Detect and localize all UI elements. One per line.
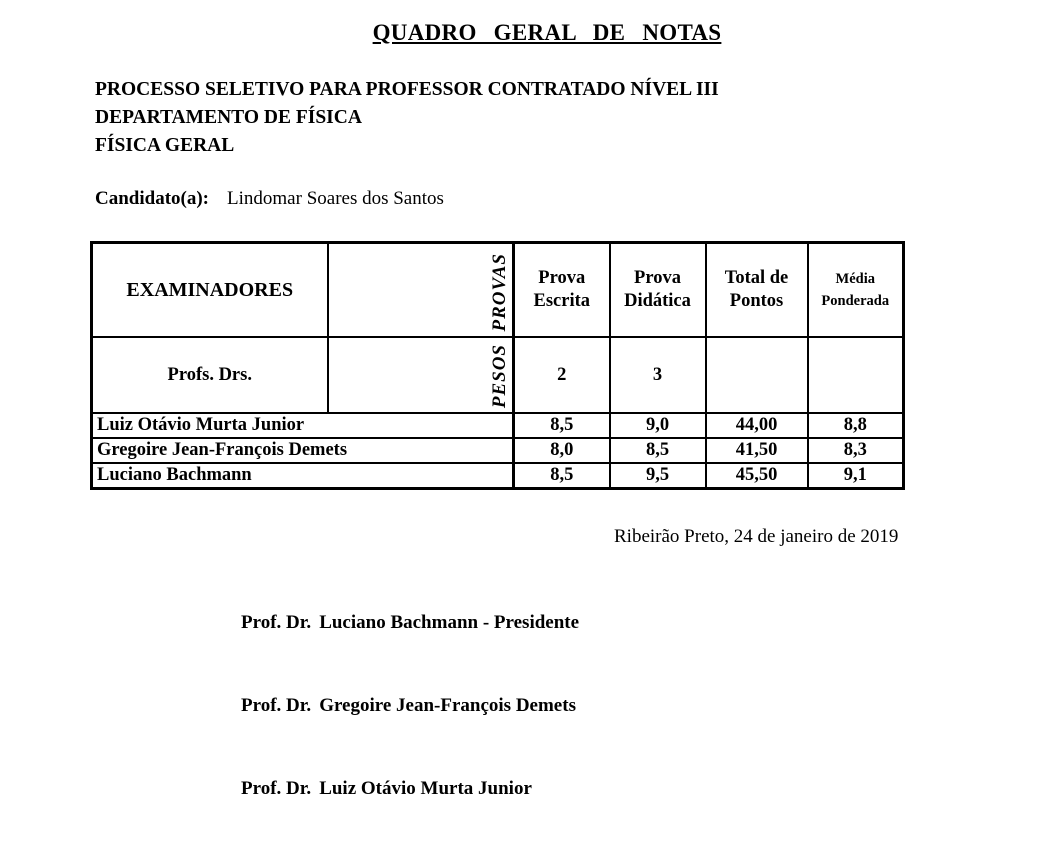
grade-didatica: 8,5 [610, 438, 706, 463]
weight-media [808, 337, 904, 413]
grade-didatica: 9,5 [610, 463, 706, 489]
col-header-total-line1: Total de [724, 268, 789, 288]
grade-media: 8,8 [808, 413, 904, 438]
signature-line [241, 778, 532, 800]
place-date: Ribeirão Preto, 24 de janeiro de 2019 [614, 526, 899, 547]
header-block [95, 76, 719, 160]
grade-total: 45,50 [706, 463, 808, 489]
document-title: QUADRO GERAL DE NOTAS [372, 20, 722, 45]
col-header-media-line2: Ponderada [821, 293, 890, 309]
header-line-department: DEPARTAMENTO DE FÍSICA [95, 107, 362, 128]
signature-title: Prof. Dr. [241, 778, 312, 799]
col-header-escrita [514, 243, 610, 338]
candidate-line [95, 188, 444, 210]
grade-media: 8,3 [808, 438, 904, 463]
header-line-process: PROCESSO SELETIVO PARA PROFESSOR CONTRATADO NÍVEL III [95, 79, 719, 100]
table-row [92, 413, 904, 438]
col-header-escrita-line2: Escrita [533, 291, 590, 311]
col-header-didatica [610, 243, 706, 338]
signature-name: Luciano Bachmann - Presidente [319, 612, 580, 633]
examiner-name: Gregoire Jean-François Demets [92, 438, 514, 463]
grade-total: 41,50 [706, 438, 808, 463]
col-header-total [706, 243, 808, 338]
signature-name: Luiz Otávio Murta Junior [319, 778, 532, 799]
pesos-label-cell [490, 337, 514, 413]
table-row [92, 463, 904, 489]
signature-line [241, 695, 576, 717]
table-header-row [92, 243, 904, 338]
grade-media: 9,1 [808, 463, 904, 489]
grade-escrita: 8,5 [514, 463, 610, 489]
weights-blank-cell [328, 337, 490, 413]
weight-didatica: 3 [610, 337, 706, 413]
header-line-area: FÍSICA GERAL [95, 135, 235, 156]
signature-line [241, 612, 579, 634]
col-header-total-line2: Pontos [729, 291, 784, 311]
col-header-didatica-line1: Prova [634, 268, 681, 288]
weights-row [92, 337, 904, 413]
grade-escrita: 8,5 [514, 413, 610, 438]
examiner-name: Luciano Bachmann [92, 463, 514, 489]
col-header-didatica-line2: Didática [624, 291, 691, 311]
provas-label: PROVAS [489, 253, 510, 332]
profs-label: Profs. Drs. [92, 337, 328, 413]
signature-title: Prof. Dr. [241, 695, 312, 716]
table-row [92, 438, 904, 463]
signature-name: Gregoire Jean-François Demets [319, 695, 576, 716]
candidate-name: Lindomar Soares dos Santos [227, 188, 444, 209]
provas-label-cell [490, 243, 514, 338]
signature-title: Prof. Dr. [241, 612, 312, 633]
candidate-label: Candidato(a): [95, 188, 210, 209]
weight-escrita: 2 [514, 337, 610, 413]
grade-didatica: 9,0 [610, 413, 706, 438]
grades-table [90, 241, 905, 490]
grade-total: 44,00 [706, 413, 808, 438]
grade-escrita: 8,0 [514, 438, 610, 463]
pesos-label: PESOS [489, 343, 510, 408]
col-header-media-line1: Média [835, 271, 875, 287]
examiners-header: EXAMINADORES [92, 243, 328, 338]
weight-total [706, 337, 808, 413]
col-header-media [808, 243, 904, 338]
header-blank-cell [328, 243, 490, 338]
col-header-escrita-line1: Prova [538, 268, 586, 288]
examiner-name: Luiz Otávio Murta Junior [92, 413, 514, 438]
